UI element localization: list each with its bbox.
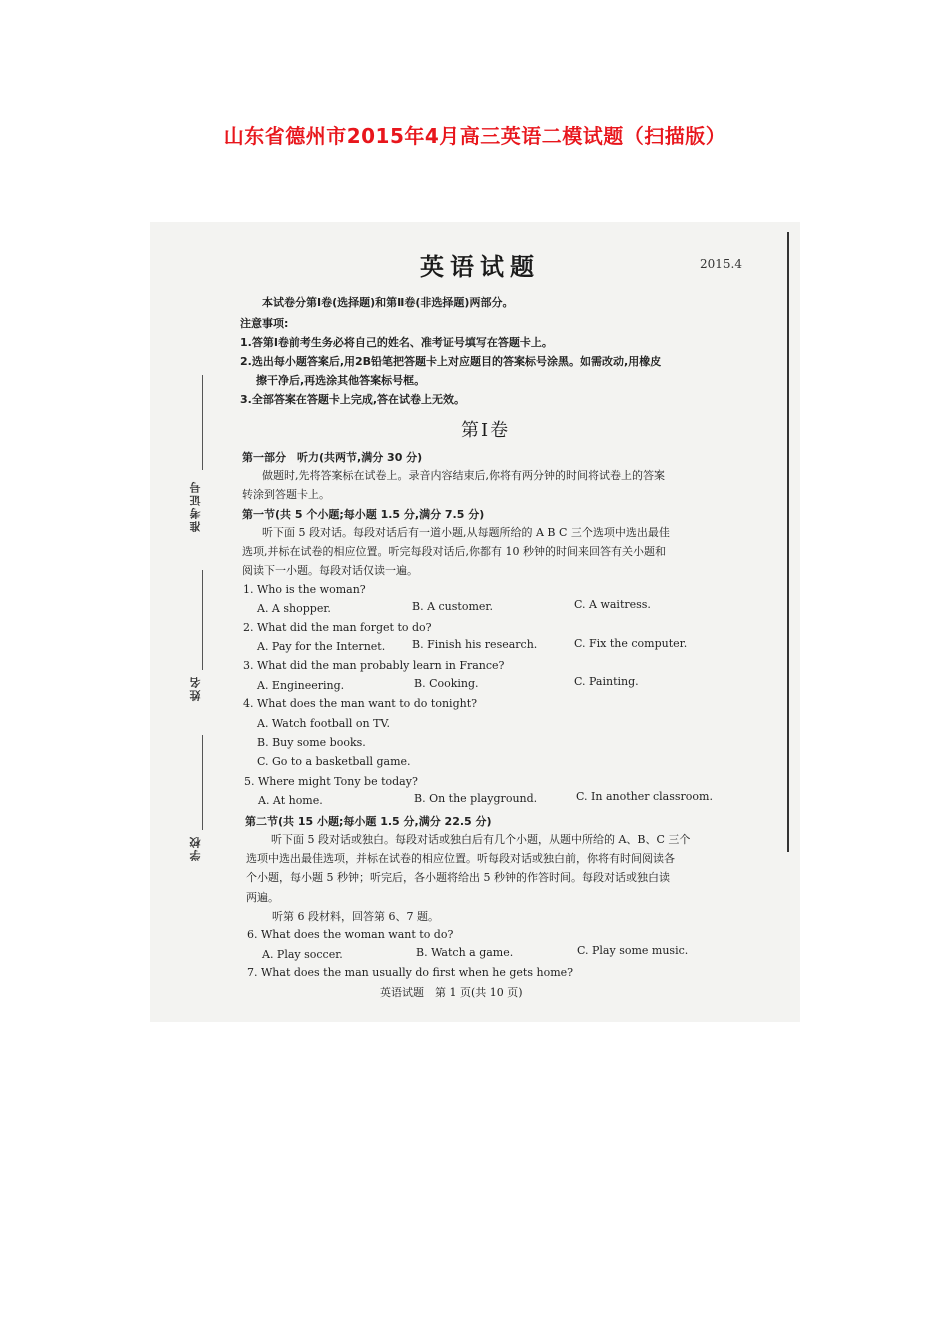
q1-option-b: B. A customer. xyxy=(412,600,493,613)
scan-edge-line xyxy=(787,232,789,852)
notice-item-3: 3.全部答案在答题卡上完成,答在试卷上无效。 xyxy=(240,393,466,406)
q3-option-c: C. Painting. xyxy=(574,675,639,688)
school-line xyxy=(202,735,203,830)
q6-option-a: A. Play soccer. xyxy=(262,948,343,961)
q4-option-b: B. Buy some books. xyxy=(257,736,366,749)
q2-option-c: C. Fix the computer. xyxy=(574,637,688,650)
notice-item-1: 1.答第Ⅰ卷前考生务必将自己的姓名、准考证号填写在答题卡上。 xyxy=(240,336,553,349)
section2-desc-cont: 选项中选出最佳选项，并标在试卷的相应位置。听每段对话或独白前，你将有时间阅读各 xyxy=(246,852,675,865)
page-footer: 英语试题 第 1 页(共 10 页) xyxy=(380,986,523,999)
notice-item-2: 2.选出每小题答案后,用2B铅笔把答题卡上对应题目的答案标号涂黑。如需改动,用橡皮 xyxy=(240,355,662,368)
listen-instruction-6: 听第 6 段材料，回答第 6、7 题。 xyxy=(272,910,439,923)
exam-title: 英语试题 xyxy=(420,252,540,281)
section1-heading: 第一节(共 5 个小题;每小题 1.5 分,满分 7.5 分) xyxy=(242,508,485,521)
q1-option-a: A. A shopper. xyxy=(257,602,331,615)
part1-desc-cont: 转涂到答题卡上。 xyxy=(242,488,330,501)
q1-option-c: C. A waitress. xyxy=(574,598,651,611)
question-7: 7. What does the man usually do first when he gets home? xyxy=(247,966,574,979)
question-5: 5. Where might Tony be today? xyxy=(244,775,418,788)
exam-intro: 本试卷分第Ⅰ卷(选择题)和第Ⅱ卷(非选择题)两部分。 xyxy=(262,296,514,309)
section2-heading: 第二节(共 15 小题;每小题 1.5 分,满分 22.5 分) xyxy=(245,815,492,828)
q2-option-a: A. Pay for the Internet. xyxy=(257,640,386,653)
part1-desc: 做题时,先将答案标在试卷上。录音内容结束后,你将有两分钟的时间将试卷上的答案 xyxy=(262,469,665,482)
notice-heading: 注意事项: xyxy=(240,317,289,330)
q6-option-b: B. Watch a game. xyxy=(416,946,514,959)
q6-option-c: C. Play some music. xyxy=(577,944,689,957)
section2-desc-cont: 两遍。 xyxy=(246,891,279,904)
part1-heading: 第一部分 听力(共两节,满分 30 分) xyxy=(242,451,423,464)
q4-option-a: A. Watch football on TV. xyxy=(257,717,390,730)
section1-desc-cont: 选项,并标在试卷的相应位置。听完每段对话后,你都有 10 秒钟的时间来回答有关小题和 xyxy=(242,545,666,558)
section1-desc: 听下面 5 段对话。每段对话后有一道小题,从每题所给的 A B C 三个选项中选出最佳 xyxy=(262,526,670,539)
side-label-name: 姓名 xyxy=(189,675,202,701)
exam-date: 2015.4 xyxy=(700,257,742,271)
section2-desc: 听下面 5 段对话或独白。每段对话或独白后有几个小题，从题中所给的 A、B、C 三个 xyxy=(271,833,691,846)
q3-option-b: B. Cooking. xyxy=(414,677,479,690)
volume-title: 第Ⅰ卷 xyxy=(461,420,511,441)
section1-desc-cont: 阅读下一小题。每段对话仅读一遍。 xyxy=(242,564,418,577)
notice-item-2-cont: 擦干净后,再选涂其他答案标号框。 xyxy=(256,374,426,387)
q3-option-a: A. Engineering. xyxy=(257,679,345,692)
question-3: 3. What did the man probably learn in France? xyxy=(243,659,505,672)
question-1: 1. Who is the woman? xyxy=(243,583,366,596)
q5-option-a: A. At home. xyxy=(258,794,323,807)
q5-option-c: C. In another classroom. xyxy=(576,790,713,803)
q4-option-c: C. Go to a basketball game. xyxy=(257,755,411,768)
question-4: 4. What does the man want to do tonight? xyxy=(243,697,478,710)
name-line xyxy=(202,570,203,670)
question-6: 6. What does the woman want to do? xyxy=(247,928,454,941)
question-2: 2. What did the man forget to do? xyxy=(243,621,432,634)
side-label-school: 学校 xyxy=(189,835,202,861)
side-label-ticket-number: 准考证号 xyxy=(189,480,202,532)
ticket-number-line xyxy=(202,375,203,470)
section2-desc-cont: 个小题，每小题 5 秒钟；听完后，各小题将给出 5 秒钟的作答时间。每段对话或独白读 xyxy=(246,871,670,884)
q5-option-b: B. On the playground. xyxy=(414,792,538,805)
q2-option-b: B. Finish his research. xyxy=(412,638,538,651)
document-title: 山东省德州市2015年4月高三英语二模试题（扫描版） xyxy=(223,124,727,148)
